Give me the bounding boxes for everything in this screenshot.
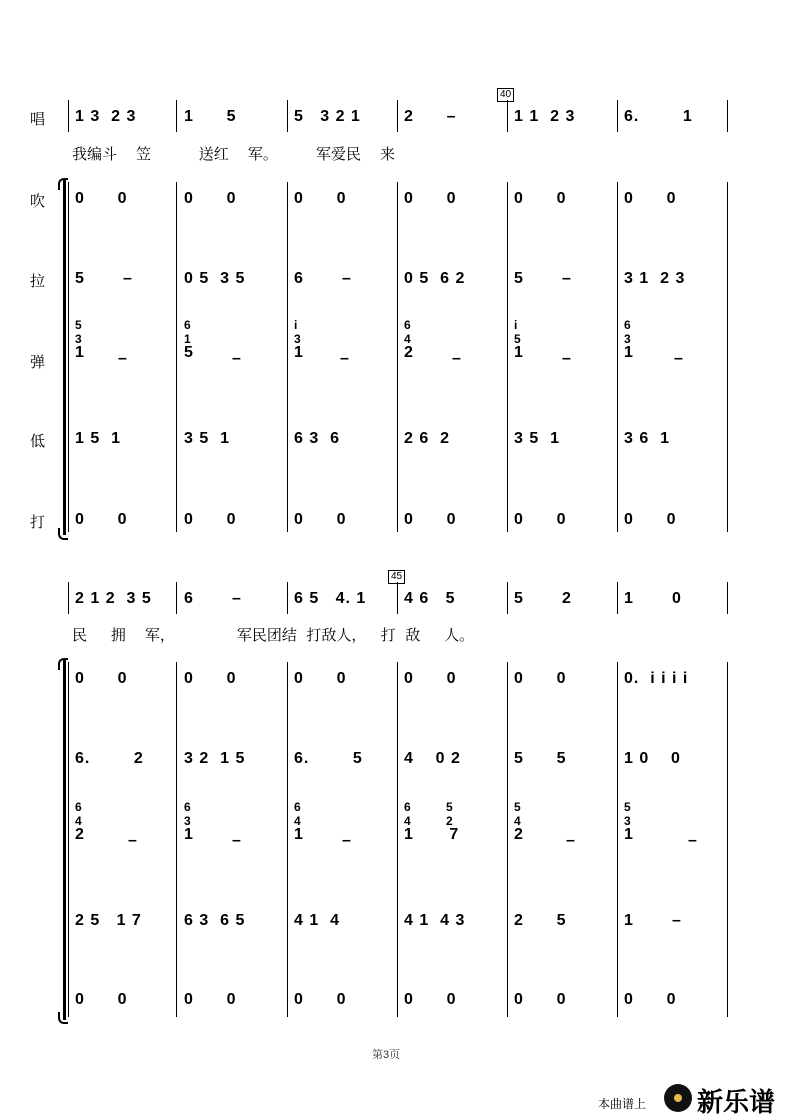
pluck-chord: i 5 1: [514, 318, 523, 361]
wind-measure: 0 0: [404, 190, 457, 207]
sing-measure: 6 5 4. 1: [294, 590, 367, 607]
sing-measure: 1 3 2 3: [75, 108, 137, 125]
perc-measure: 0 0: [514, 511, 567, 528]
system-bracket-bar: [63, 180, 66, 535]
bracket-top: [58, 658, 68, 670]
bow-measure: 5 –: [75, 270, 133, 287]
part-label-sing: 唱: [30, 110, 46, 128]
wind-measure: 0 0: [514, 670, 567, 687]
wind-measure: 0 0: [294, 190, 347, 207]
pluck-chord: 5 3 1: [75, 318, 84, 361]
record-disc-icon: [664, 1084, 692, 1112]
part-label-pluck: 弹: [30, 353, 46, 371]
bass-measure: 6 3 6 5: [184, 912, 246, 929]
bow-measure: 0 5 3 5: [184, 270, 246, 287]
part-label-perc: 打: [30, 513, 46, 531]
bass-measure: 1 –: [624, 912, 682, 929]
pluck-chord: 5 4 2: [514, 800, 523, 843]
wind-measure: 0 0: [624, 190, 677, 207]
bow-measure: 6 –: [294, 270, 352, 287]
bracket-top: [58, 178, 68, 190]
pluck-chord: 6 4 2: [75, 800, 84, 843]
brand-prefix: 本曲谱上: [598, 1097, 647, 1111]
sing-measure: 4 6 5: [404, 590, 456, 607]
perc-measure: 0 0: [404, 991, 457, 1008]
sing-measure: 1 1 2 3: [514, 108, 576, 125]
bass-measure: 4 1 4 3: [404, 912, 466, 929]
bass-measure: 1 5 1: [75, 430, 122, 447]
sing-measure: 6. 1: [624, 108, 693, 125]
bracket-bottom: [58, 1012, 68, 1024]
wind-measure: 0 0: [75, 670, 128, 687]
wind-measure: 0 0: [514, 190, 567, 207]
sing-measure: 2 –: [404, 108, 457, 125]
perc-measure: 0 0: [184, 511, 237, 528]
system-bracket-bar: [63, 660, 66, 1020]
lyrics-line: 我编斗 笠 送红 军。 军爱民 来: [72, 145, 396, 163]
part-label-bass: 低: [30, 432, 46, 450]
wind-measure: 0 0: [184, 190, 237, 207]
bow-measure: 5 –: [514, 270, 572, 287]
perc-measure: 0 0: [404, 511, 457, 528]
pluck-chord: 6 1 5: [184, 318, 193, 361]
bow-measure: 6. 5: [294, 750, 363, 767]
sing-measure: 5 3 2 1: [294, 108, 361, 125]
bass-measure: 2 6 2: [404, 430, 451, 447]
part-label-bow: 拉: [30, 272, 46, 290]
perc-measure: 0 0: [75, 991, 128, 1008]
bass-measure: 3 6 1: [624, 430, 671, 447]
perc-measure: 0 0: [294, 511, 347, 528]
pluck-chord: 6 4 1: [294, 800, 303, 843]
wind-measure: 0 0: [404, 670, 457, 687]
pluck-chord: 6 5 4 2 1 7: [404, 800, 475, 843]
bass-measure: 3 5 1: [514, 430, 561, 447]
bass-measure: 3 5 1: [184, 430, 231, 447]
rehearsal-mark-40: 40: [497, 88, 514, 102]
pluck-chord: 6 3 1: [624, 318, 633, 361]
bracket-bottom: [58, 528, 68, 540]
bass-measure: 4 1 4: [294, 912, 341, 929]
perc-measure: 0 0: [624, 991, 677, 1008]
pluck-chord: 6 4 2: [404, 318, 413, 361]
wind-measure: 0 0: [75, 190, 128, 207]
bass-measure: 2 5: [514, 912, 567, 929]
bow-measure: 4 0 2: [404, 750, 461, 767]
perc-measure: 0 0: [75, 511, 128, 528]
bow-measure: 3 1 2 3: [624, 270, 686, 287]
sing-measure: 2 1 2 3 5: [75, 590, 152, 607]
bow-measure: 0 5 6 2: [404, 270, 466, 287]
bow-measure: 5 5: [514, 750, 567, 767]
sing-measure: 6 –: [184, 590, 242, 607]
perc-measure: 0 0: [184, 991, 237, 1008]
wind-measure: 0 0: [184, 670, 237, 687]
sing-measure: 1 0: [624, 590, 682, 607]
brand-logo-text: 新乐谱: [697, 1088, 776, 1118]
bow-measure: 1 0 0: [624, 750, 681, 767]
page-number: 第3页: [372, 1049, 401, 1061]
bass-measure: 2 5 1 7: [75, 912, 142, 929]
bow-measure: 3 2 1 5: [184, 750, 246, 767]
perc-measure: 0 0: [514, 991, 567, 1008]
sing-measure: 5 2: [514, 590, 572, 607]
bass-measure: 6 3 6: [294, 430, 341, 447]
bow-measure: 6. 2: [75, 750, 144, 767]
perc-measure: 0 0: [294, 991, 347, 1008]
pluck-chord: 6 3 1: [184, 800, 193, 843]
rehearsal-mark-45: 45: [388, 570, 405, 584]
sing-measure: 1 5: [184, 108, 237, 125]
wind-measure: 0. i i i i: [624, 670, 689, 687]
pluck-chord: i 3 1: [294, 318, 303, 361]
lyrics-line: 民 拥 军， 军民团结 打敌人， 打 敌 人。: [72, 626, 475, 644]
perc-measure: 0 0: [624, 511, 677, 528]
pluck-chord: 5 3 1: [624, 800, 633, 843]
part-label-wind: 吹: [30, 192, 46, 210]
wind-measure: 0 0: [294, 670, 347, 687]
